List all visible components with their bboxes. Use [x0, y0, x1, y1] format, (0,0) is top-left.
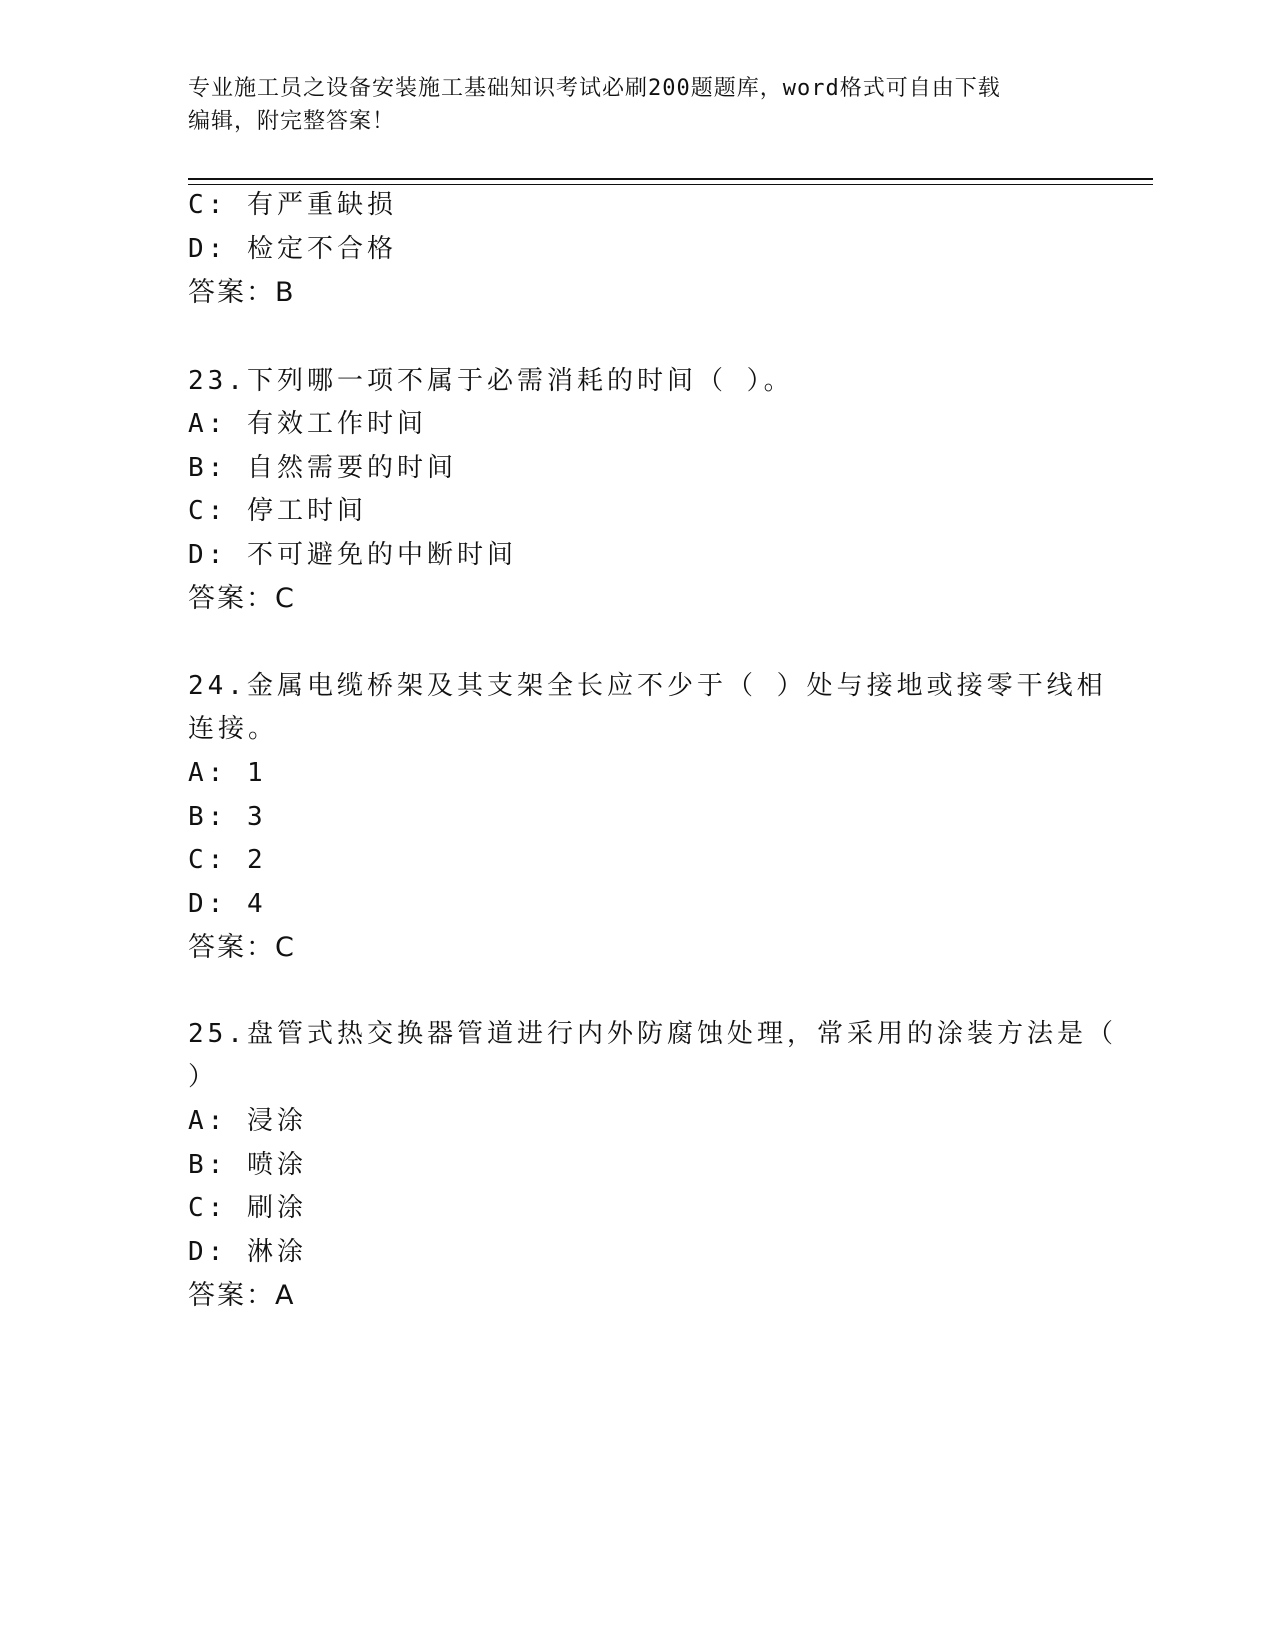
- q22-option-d: D: 检定不合格: [188, 234, 397, 264]
- q24-option-d: D: 4: [188, 889, 267, 919]
- q22-option-c: C: 有严重缺损: [188, 190, 397, 220]
- q25-option-a: A: 浸涂: [188, 1106, 307, 1136]
- q25-stem-line1: 25.盘管式热交换器管道进行内外防腐蚀处理，常采用的涂装方法是（: [188, 1019, 1117, 1049]
- q24-option-c: C: 2: [188, 845, 267, 875]
- q25-stem-line2: ）: [188, 1062, 219, 1092]
- header-title-line2: 编辑，附完整答案！: [188, 109, 396, 134]
- q24-option-a: A: 1: [188, 758, 267, 788]
- q25-option-b: B: 喷涂: [188, 1150, 307, 1180]
- q24-stem-line1: 24.金属电缆桥架及其支架全长应不少于（ ）处与接地或接零干线相: [188, 671, 1107, 701]
- header-rule-thick: [188, 178, 1153, 180]
- q25-option-c: C: 刷涂: [188, 1193, 307, 1223]
- q23-answer: 答案：C: [188, 583, 296, 614]
- q22-answer: 答案：B: [188, 277, 296, 308]
- q23-option-b: B: 自然需要的时间: [188, 453, 457, 483]
- header-rule-thin: [188, 184, 1153, 185]
- document-header: [188, 72, 1068, 138]
- q25-answer: 答案：A: [188, 1280, 296, 1311]
- q24-answer: 答案：C: [188, 932, 296, 963]
- q23-option-a: A: 有效工作时间: [188, 409, 427, 439]
- q23-option-c: C: 停工时间: [188, 496, 367, 526]
- q24-option-b: B: 3: [188, 802, 267, 832]
- header-title-line1: 专业施工员之设备安装施工基础知识考试必刷200题题库，word格式可自由下载: [188, 76, 1001, 101]
- q24-stem-line2: 连接。: [188, 714, 279, 744]
- q23-stem: 23.下列哪一项不属于必需消耗的时间（ ）。: [188, 366, 794, 396]
- q23-option-d: D: 不可避免的中断时间: [188, 540, 517, 570]
- q25-option-d: D: 淋涂: [188, 1237, 307, 1267]
